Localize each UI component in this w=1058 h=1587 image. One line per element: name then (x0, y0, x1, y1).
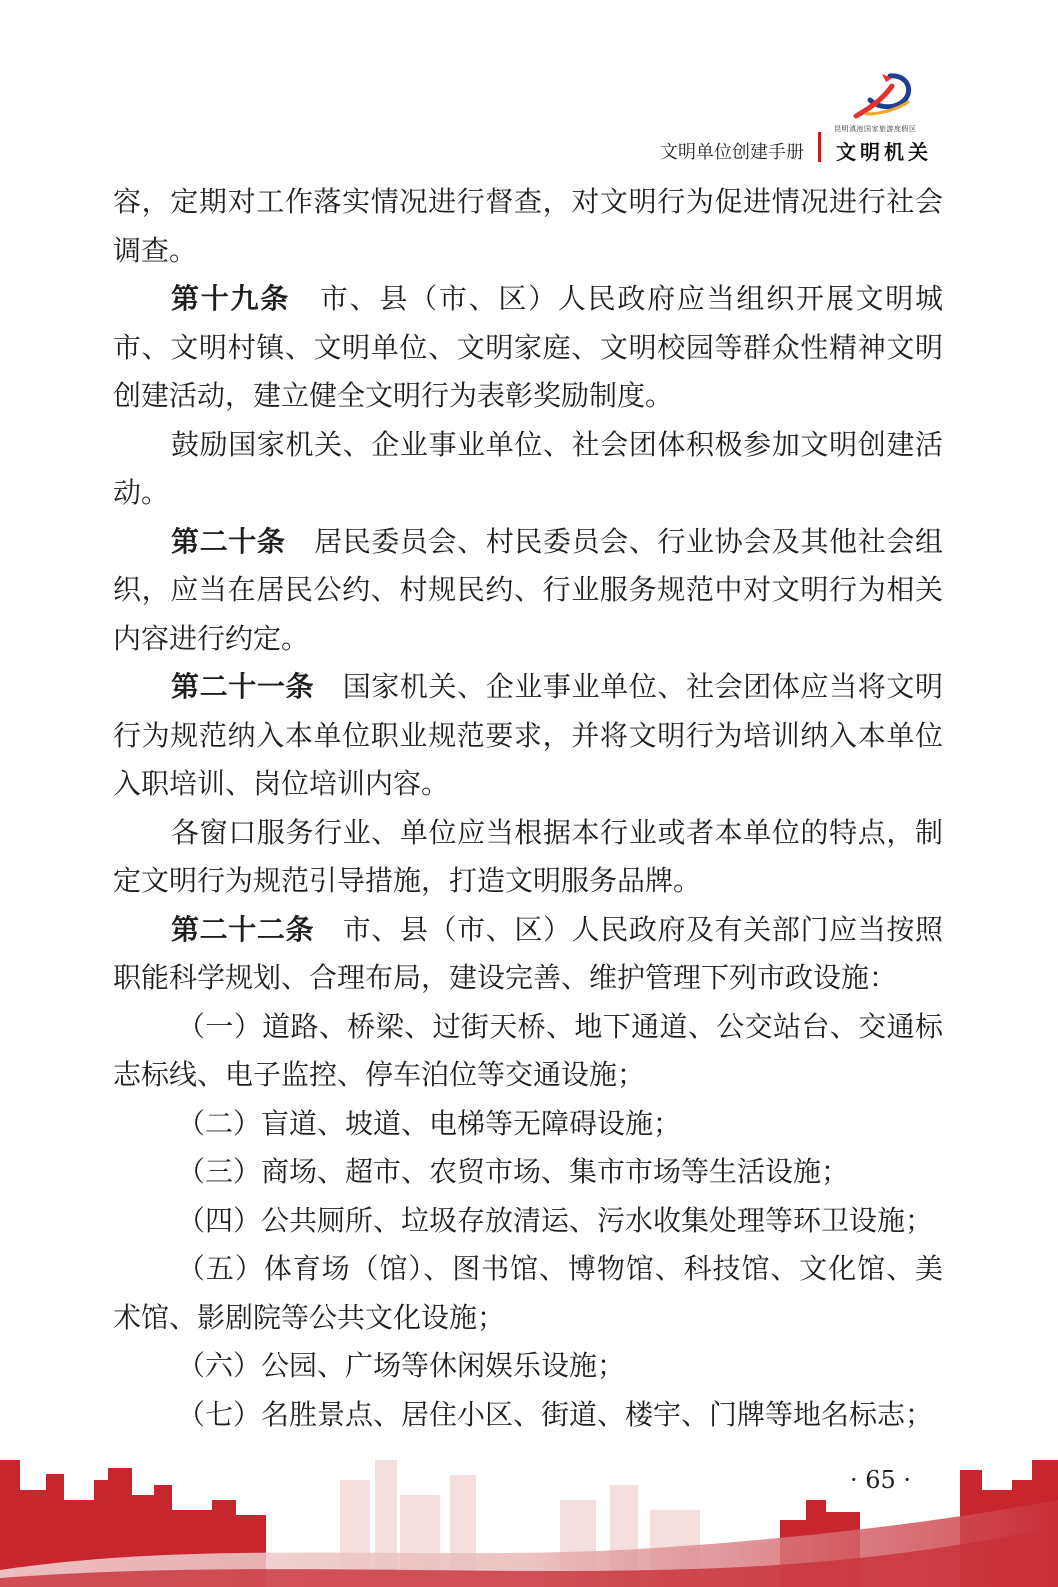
paragraph-text: 市、县（市、区）人民政府应当组织开展文明城市、文明村镇、文明单位、文明家庭、文明校园等群众性精神文明创建活动，建立健全文明行为表彰奖励制度。 (113, 282, 943, 412)
list-item: （六）公园、广场等休闲娱乐设施； (177, 1349, 626, 1382)
list-item: （七）名胜景点、居住小区、街道、楼宇、门牌等地名标志； (177, 1397, 934, 1431)
paragraph-text: 市、县（市、区）人民政府及有关部门应当按照职能科学规划、合理布局，建设完善、维护管理下列市政设施： (113, 912, 943, 994)
paragraph-text: 鼓励国家机关、企业事业单位、社会团体积极参加文明创建活动。 (113, 427, 943, 509)
resort-logo-icon (852, 70, 922, 122)
header-divider (818, 132, 821, 162)
handbook-title: 文明单位创建手册 (660, 142, 804, 163)
paragraph-text: 各窗口服务行业、单位应当根据本行业或者本单位的特点，制定文明行为规范引导措施，打造文明服务品牌。 (113, 815, 943, 897)
article-number: 第十九条 (171, 282, 291, 315)
document-body (113, 178, 943, 1439)
paragraph (113, 518, 943, 664)
paragraph (113, 275, 943, 421)
paragraph (113, 906, 943, 1003)
skyline-decoration (0, 1440, 1058, 1587)
paragraph (113, 421, 943, 518)
page-number: · 65 · (850, 1466, 912, 1494)
article-number: 第二十一条 (171, 670, 315, 703)
paragraph (113, 663, 943, 809)
list-item: （四）公共厕所、垃圾存放清运、污水收集处理等环卫设施； (177, 1203, 934, 1237)
paragraph-text: 居民委员会、村民委员会、行业协会及其他社会组织，应当在居民公约、村规民约、行业服务规范中对文明行为相关内容进行约定。 (113, 524, 943, 655)
article-number: 第二十二条 (171, 912, 315, 946)
list-item: （五）体育场（馆）、图书馆、博物馆、科技馆、文化馆、美术馆、影剧院等公共文化设施； (113, 1252, 943, 1334)
section-title: 文明机关 (836, 140, 932, 164)
logo-caption: 昆明滇池国家旅游度假区 (834, 125, 917, 133)
list-item: （二）盲道、坡道、电梯等无障碍设施； (177, 1106, 682, 1140)
list-item: （一）道路、桥梁、过街天桥、地下通道、公交站台、交通标志标线、电子监控、停车泊位等交通设施； (113, 1009, 943, 1091)
paragraph (113, 178, 943, 275)
article-number: 第二十条 (171, 524, 286, 558)
paragraph-text: 容，定期对工作落实情况进行督查，对文明行为促进情况进行社会调查。 (113, 185, 943, 267)
paragraph (113, 809, 943, 906)
list-item: （三）商场、超市、农贸市场、集市市场等生活设施； (177, 1155, 850, 1188)
paragraph-text: 国家机关、企业事业单位、社会团体应当将文明行为规范纳入本单位职业规范要求，并将文明行为培训纳入本单位入职培训、岗位培训内容。 (113, 670, 943, 800)
